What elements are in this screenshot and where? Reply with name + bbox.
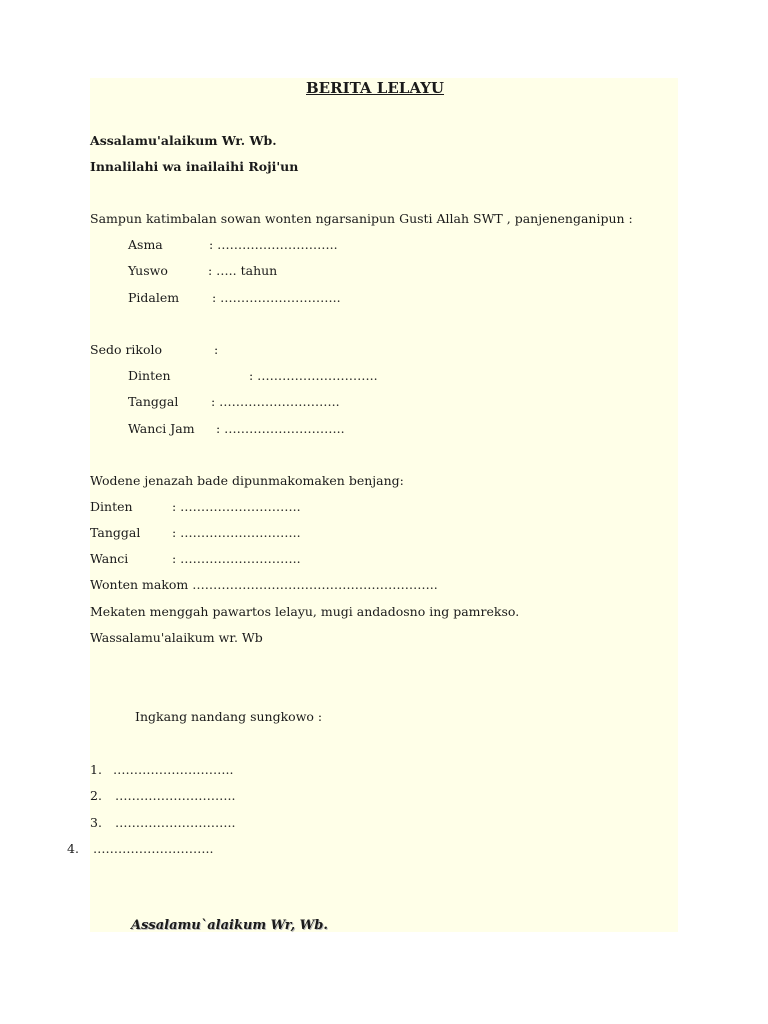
- field-value-pidalem: : ………………………..: [212, 290, 341, 305]
- opening-greeting: Assalamu'alaikum Wr. Wb.: [90, 133, 277, 148]
- field-value-burial-wanci: : ………………………..: [172, 551, 301, 566]
- footer-greeting: Assalamu`alaikum Wr, Wb.: [131, 918, 328, 933]
- field-label-burial-wanci: Wanci: [90, 551, 129, 566]
- document-title: BERITA LELAYU: [306, 79, 445, 97]
- mourner-number: 4.: [67, 841, 79, 856]
- field-label-yuswo: Yuswo: [128, 263, 168, 278]
- field-label-sedo-tanggal: Tanggal: [128, 394, 179, 409]
- field-label-pidalem: Pidalem: [128, 290, 180, 305]
- closing-line: Mekaten menggah pawartos lelayu, mugi andadosno ing pamrekso.: [90, 604, 520, 619]
- field-value-yuswo: : ….. tahun: [208, 263, 278, 278]
- field-value-burial-dinten: : ………………………..: [172, 499, 301, 514]
- mourner-dots: ………………………..: [115, 815, 236, 830]
- makom-line: Wonten makom …………………………………………………..: [90, 577, 438, 592]
- field-label-burial-dinten: Dinten: [90, 499, 133, 514]
- innalillahi-line: Innalilahi wa inailaihi Roji'un: [90, 159, 299, 174]
- field-value-asma: : ………………………..: [209, 237, 338, 252]
- mourner-number: 3.: [90, 815, 102, 830]
- field-label-burial-tanggal: Tanggal: [90, 525, 141, 540]
- field-value-sedo-wanci: : ………………………..: [216, 421, 345, 436]
- field-value-burial-tanggal: : ………………………..: [172, 525, 301, 540]
- sedo-rikolo-label: Sedo rikolo: [90, 342, 163, 357]
- closing-greeting: Wassalamu'alaikum wr. Wb: [90, 630, 263, 645]
- mourner-number: 2.: [90, 788, 102, 803]
- field-label-sedo-dinten: Dinten: [128, 368, 171, 383]
- field-value-sedo-tanggal: : ………………………..: [211, 394, 340, 409]
- mourner-dots: ………………………..: [113, 762, 234, 777]
- mourners-label: Ingkang nandang sungkowo :: [135, 709, 323, 724]
- mourner-number: 1.: [90, 762, 102, 777]
- mourner-dots: ………………………..: [115, 788, 236, 803]
- sedo-rikolo-colon: :: [214, 342, 219, 357]
- burial-intro: Wodene jenazah bade dipunmakomaken benjang:: [90, 473, 404, 488]
- intro-line: Sampun katimbalan sowan wonten ngarsanipun Gusti Allah SWT , panjenenganipun :: [90, 211, 633, 226]
- mourner-dots: ………………………..: [93, 841, 214, 856]
- field-value-sedo-dinten: : ………………………..: [249, 368, 378, 383]
- field-label-asma: Asma: [128, 237, 163, 252]
- field-label-sedo-wanci: Wanci Jam: [128, 421, 195, 436]
